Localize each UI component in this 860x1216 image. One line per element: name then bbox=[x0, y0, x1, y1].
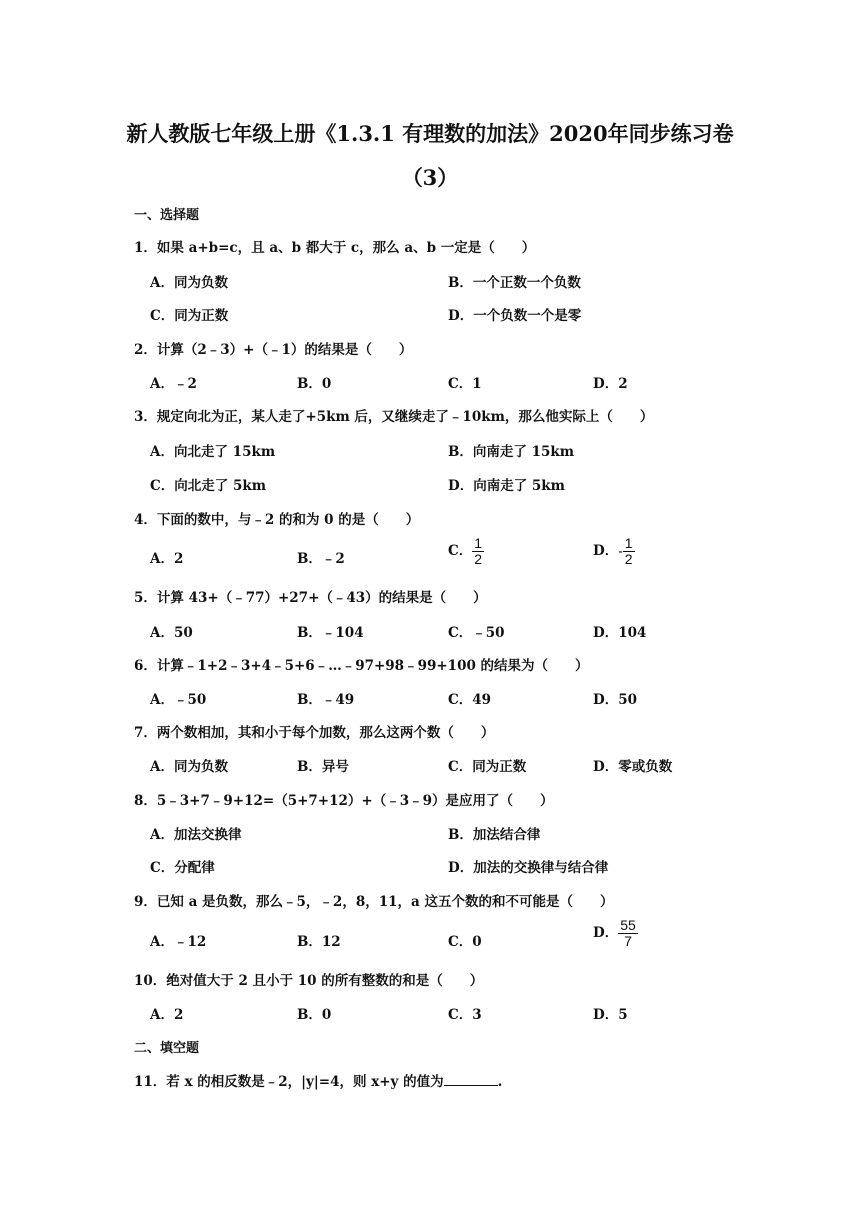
q6-option-d: D．50 bbox=[593, 692, 637, 708]
question-8: 8．5﹣3+7﹣9+12=（5+7+12）+（﹣3﹣9）是应用了（ ） bbox=[134, 793, 554, 809]
question-1: 1．如果 a+b=c，且 a、b 都大于 c，那么 a、b 一定是（ ） bbox=[134, 240, 536, 256]
fraction-neg-one-half: $\frac{1}{2}$ bbox=[624, 535, 633, 567]
section-heading-fill: 二、填空题 bbox=[134, 1041, 200, 1056]
question-10: 10．绝对值大于 2 且小于 10 的所有整数的和是（ ） bbox=[134, 973, 484, 989]
q9-option-b: B．12 bbox=[297, 934, 341, 950]
answer-blank bbox=[444, 1073, 498, 1086]
q4-option-c bbox=[448, 536, 484, 567]
fraction-one-half: $\frac{1}{2}$ bbox=[474, 535, 483, 567]
q1-option-a: A．同为负数 bbox=[150, 275, 228, 291]
question-11-text: 11．若 x 的相反数是﹣2，|y|=4，则 x+y 的值为 bbox=[134, 1074, 444, 1090]
question-7: 7．两个数相加，其和小于每个加数，那么这两个数（ ） bbox=[134, 725, 495, 741]
q6-option-b: B．﹣49 bbox=[297, 692, 355, 708]
q4-option-d-label: D． bbox=[593, 543, 619, 559]
q4-option-a: A．2 bbox=[150, 551, 184, 567]
q10-option-d: D．5 bbox=[593, 1007, 628, 1023]
question-11 bbox=[134, 1070, 502, 1090]
q2-option-c: C．1 bbox=[448, 376, 482, 392]
q5-option-a: A．50 bbox=[150, 625, 193, 641]
question-2: 2．计算（2﹣3）+（﹣1）的结果是（ ） bbox=[134, 342, 413, 358]
q4-option-c-label: C． bbox=[448, 543, 473, 559]
q4-option-d bbox=[593, 536, 635, 567]
q8-option-d: D．加法的交换律与结合律 bbox=[448, 860, 609, 876]
q2-option-a: A．﹣2 bbox=[150, 376, 197, 392]
q9-option-c: C．0 bbox=[448, 934, 482, 950]
q9-option-d bbox=[593, 918, 638, 949]
question-4: 4．下面的数中，与﹣2 的和为 0 的是（ ） bbox=[134, 512, 420, 528]
q3-option-c: C．向北走了 5km bbox=[150, 478, 266, 494]
q7-option-a: A．同为负数 bbox=[150, 759, 228, 775]
q1-option-c: C．同为正数 bbox=[150, 308, 229, 324]
q5-option-b: B．﹣104 bbox=[297, 625, 364, 641]
question-3: 3．规定向北为正，某人走了+5km 后，又继续走了﹣10km，那么他实际上（ ） bbox=[134, 409, 654, 425]
q7-option-b: B．异号 bbox=[297, 759, 349, 775]
q2-option-d: D．2 bbox=[593, 376, 628, 392]
q2-option-b: B．0 bbox=[297, 376, 332, 392]
q7-option-d: D．零或负数 bbox=[593, 759, 673, 775]
q7-option-c: C．同为正数 bbox=[448, 759, 527, 775]
q10-option-a: A．2 bbox=[150, 1007, 184, 1023]
document-title-line1: 新人教版七年级上册《1.3.1 有理数的加法》2020年同步练习卷 bbox=[126, 121, 734, 146]
minus-sign: - bbox=[618, 543, 623, 560]
q8-option-b: B．加法结合律 bbox=[448, 827, 541, 843]
document-title-line2: （3） bbox=[401, 165, 459, 190]
q3-option-a: A．向北走了 15km bbox=[150, 444, 276, 460]
question-11-end: . bbox=[497, 1074, 503, 1090]
fraction-55-over-7: $\frac{55}{7}$ bbox=[620, 917, 636, 949]
q9-option-a: A．﹣12 bbox=[150, 934, 207, 950]
q6-option-c: C．49 bbox=[448, 692, 492, 708]
q1-option-b: B．一个正数一个负数 bbox=[448, 275, 581, 291]
q5-option-c: C．﹣50 bbox=[448, 625, 505, 641]
q6-option-a: A．﹣50 bbox=[150, 692, 207, 708]
q8-option-c: C．分配律 bbox=[150, 860, 215, 876]
q5-option-d: D．104 bbox=[593, 625, 647, 641]
q3-option-d: D．向南走了 5km bbox=[448, 478, 565, 494]
question-9: 9．已知 a 是负数，那么﹣5，﹣2，8，11，a 这五个数的和不可能是（ ） bbox=[134, 894, 614, 910]
q1-option-d: D．一个负数一个是零 bbox=[448, 308, 582, 324]
question-5: 5．计算 43+（﹣77）+27+（﹣43）的结果是（ ） bbox=[134, 590, 487, 606]
q3-option-b: B．向南走了 15km bbox=[448, 444, 575, 460]
q10-option-b: B．0 bbox=[297, 1007, 332, 1023]
q10-option-c: C．3 bbox=[448, 1007, 482, 1023]
q8-option-a: A．加法交换律 bbox=[150, 827, 242, 843]
section-heading-choice: 一、选择题 bbox=[134, 208, 200, 223]
question-6: 6．计算﹣1+2﹣3+4﹣5+6﹣…﹣97+98﹣99+100 的结果为（ ） bbox=[134, 658, 589, 674]
q4-option-b: B．﹣2 bbox=[297, 551, 345, 567]
q9-option-d-label: D． bbox=[593, 925, 619, 941]
